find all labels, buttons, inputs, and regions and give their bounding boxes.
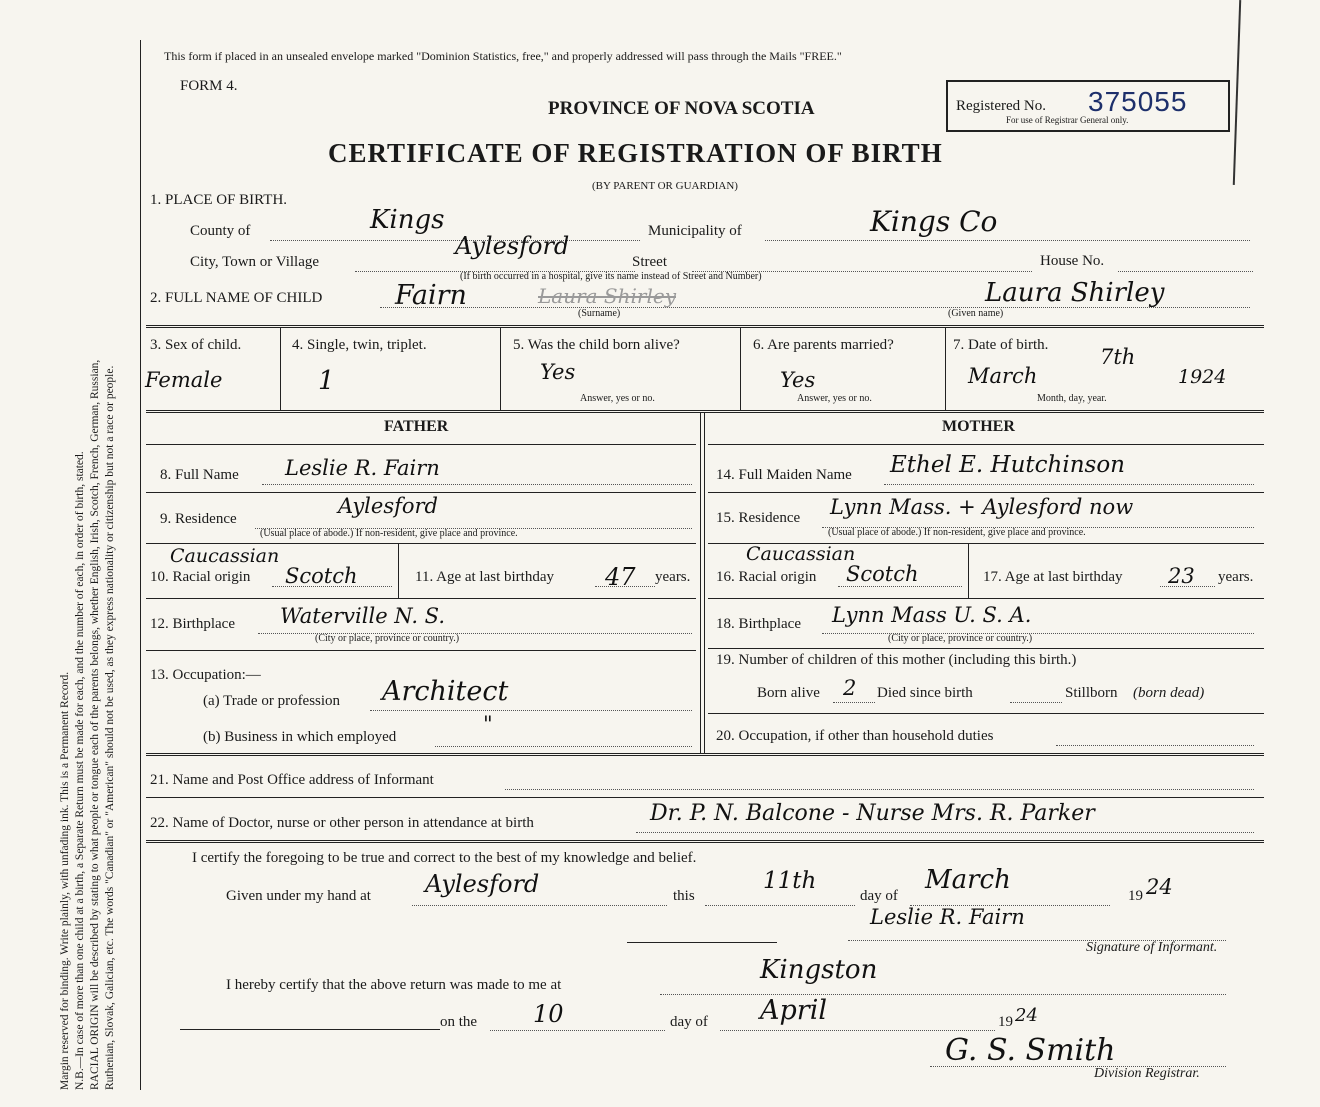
subtitle: (BY PARENT OR GUARDIAN): [592, 180, 738, 192]
attendant-label: 22. Name of Doctor, nurse or other person in attendance at birth: [150, 815, 534, 831]
mother-occupation-label: 20. Occupation, if other than household duties: [716, 728, 994, 744]
born-alive-count: 2: [843, 676, 857, 700]
province-heading: PROVINCE OF NOVA SCOTIA: [548, 98, 815, 119]
county-label: County of: [190, 223, 251, 239]
street-label: Street: [632, 254, 667, 270]
house-no-label: House No.: [1040, 253, 1105, 269]
certify-this-label: this: [673, 888, 695, 904]
pen-stroke-mark: [1233, 0, 1241, 185]
father-birthplace-label: 12. Birthplace: [150, 616, 235, 632]
certify-year: 24: [1146, 875, 1173, 899]
hospital-note: (If birth occurred in a hospital, give its name instead of Street and Number): [460, 271, 762, 282]
city-label: City, Town or Village: [190, 254, 320, 270]
mother-residence-caption: (Usual place of abode.) If non-resident, give place and province.: [828, 527, 1086, 538]
dob-month: March: [968, 364, 1038, 388]
informant-signature-caption: Signature of Informant.: [1086, 940, 1218, 955]
mother-birthplace-caption: (City or place, province or country.): [888, 633, 1033, 644]
mother-age-value: 23: [1168, 564, 1195, 588]
informant-signature: Leslie R. Fairn: [870, 905, 1025, 929]
side-note-line-4: Ruthenian, Slovak, Galician, etc. The words "Canadian" or "American" should not be used, as they express nationality or citizenship but not a race or people.: [104, 365, 116, 1090]
registrar-day: 10: [533, 1000, 564, 1028]
father-trade-value: Architect: [382, 676, 509, 707]
child-name-label: 2. FULL NAME OF CHILD: [150, 290, 323, 306]
form-number: FORM 4.: [180, 78, 238, 94]
child-surname-struck: Laura Shirley: [538, 284, 676, 308]
dob-year: 1924: [1178, 366, 1227, 388]
date-of-birth-label: 7. Date of birth.: [953, 337, 1049, 353]
father-residence-caption: (Usual place of abode.) If non-resident, give place and province.: [260, 528, 518, 539]
registrar-use-note: For use of Registrar General only.: [1006, 115, 1129, 125]
mother-children-label: 19. Number of children of this mother (including this birth.): [716, 652, 1077, 668]
registrar-year: 24: [1015, 1005, 1038, 1026]
sex-label: 3. Sex of child.: [150, 337, 242, 353]
child-surname: Fairn: [395, 280, 467, 311]
child-given-name: Laura Shirley: [985, 278, 1165, 308]
plurality-label: 4. Single, twin, triplet.: [292, 337, 427, 353]
mother-race-value: Scotch: [846, 562, 919, 586]
father-residence-label: 9. Residence: [160, 511, 237, 527]
mother-age-label: 17. Age at last birthday: [983, 569, 1123, 585]
registrar-place: Kingston: [760, 955, 878, 985]
certify-day: 11th: [763, 868, 817, 894]
city-value: Aylesford: [455, 232, 570, 260]
father-age-years: years.: [655, 569, 691, 585]
mother-residence-value: Lynn Mass. + Aylesford now: [830, 495, 1134, 519]
certify-text: I certify the foregoing to be true and correct to the best of my knowledge and belief.: [192, 850, 697, 866]
father-name-label: 8. Full Name: [160, 467, 239, 483]
father-residence-value: Aylesford: [338, 494, 438, 518]
county-value: Kings: [370, 205, 445, 235]
side-note-line-2: N.B.—In case of more than one child at a birth, a Separate Return must be made for each, and the number of each, in order of birth, stated.: [74, 451, 86, 1090]
born-alive-label: 5. Was the child born alive?: [513, 337, 680, 353]
municipality-value: Kings Co: [870, 205, 998, 238]
registrar-month: April: [760, 995, 827, 1026]
born-alive-caption: Answer, yes or no.: [580, 393, 655, 404]
father-heading: FATHER: [384, 418, 449, 435]
dob-caption: Month, day, year.: [1037, 393, 1107, 404]
registrar-caption: Division Registrar.: [1094, 1066, 1200, 1081]
registrar-signature: G. S. Smith: [945, 1033, 1116, 1068]
died-since-birth-label: Died since birth: [877, 685, 973, 701]
registrar-day-of-label: day of: [670, 1014, 708, 1030]
dob-day: 7th: [1100, 345, 1136, 369]
mother-birthplace-value: Lynn Mass U. S. A.: [832, 603, 1032, 627]
parents-married-label: 6. Are parents married?: [753, 337, 894, 353]
father-business-value: ": [483, 712, 493, 736]
side-note-line-1: Margin reserved for binding. Write plainly, with unfading ink. This is a Permanent Record.: [59, 671, 71, 1090]
margin-rule: [140, 40, 141, 1090]
municipality-label: Municipality of: [648, 223, 742, 239]
mother-race-label: 16. Racial origin: [716, 569, 817, 585]
mother-age-years: years.: [1218, 569, 1254, 585]
father-race-value: Scotch: [285, 564, 358, 588]
father-birthplace-caption: (City or place, province or country.): [315, 633, 460, 644]
father-trade-label: (a) Trade or profession: [203, 693, 341, 709]
registrar-year-prefix: 19: [998, 1014, 1013, 1030]
father-name-value: Leslie R. Fairn: [285, 456, 440, 480]
father-race-label: 10. Racial origin: [150, 569, 251, 585]
mother-race-top: Caucassian: [746, 543, 856, 565]
place-of-birth-label: 1. PLACE OF BIRTH.: [150, 192, 288, 208]
stillborn-label: Stillborn: [1065, 685, 1118, 701]
father-birthplace-value: Waterville N. S.: [280, 604, 445, 628]
given-name-caption: (Given name): [948, 308, 1004, 319]
parents-married-value: Yes: [780, 368, 816, 392]
mother-name-value: Ethel E. Hutchinson: [890, 452, 1125, 478]
mother-birthplace-label: 18. Birthplace: [716, 616, 801, 632]
father-business-label: (b) Business in which employed: [203, 729, 397, 745]
mother-residence-label: 15. Residence: [716, 510, 801, 526]
father-age-label: 11. Age at last birthday: [415, 569, 554, 585]
mother-name-label: 14. Full Maiden Name: [716, 467, 852, 483]
side-note-line-3: RACIAL ORIGIN will be described by stating to what people or tongue each of the parents belongs, whether English, Irish, Scotch, French, German, Russian,: [89, 359, 101, 1090]
mother-heading: MOTHER: [942, 418, 1015, 435]
father-race-top: Caucassian: [170, 545, 280, 567]
registered-label: Registered No.: [956, 98, 1046, 114]
certify-day-of-label: day of: [860, 888, 898, 904]
plurality-value: 1: [318, 366, 335, 396]
registrar-on-label: on the: [440, 1014, 478, 1030]
born-alive-value: Yes: [540, 360, 576, 384]
sex-value: Female: [145, 368, 223, 392]
informant-label: 21. Name and Post Office address of Informant: [150, 772, 434, 788]
side-instructions: [58, 40, 118, 1090]
registrar-text: I hereby certify that the above return was made to me at: [226, 977, 562, 993]
registration-box: [946, 80, 1230, 132]
stillborn-caption: (born dead): [1133, 685, 1205, 701]
certify-year-prefix: 19: [1128, 888, 1143, 904]
attendant-value: Dr. P. N. Balcone - Nurse Mrs. R. Parker: [650, 801, 1095, 826]
father-age-value: 47: [605, 563, 636, 591]
given-under-label: Given under my hand at: [226, 888, 371, 904]
surname-caption: (Surname): [578, 308, 621, 319]
certify-place: Aylesford: [425, 870, 540, 898]
certify-month: March: [925, 865, 1011, 895]
mail-notice: This form if placed in an unsealed envelope marked "Dominion Statistics, free," and properly addressed will pass through the Mails "FREE.": [164, 49, 842, 63]
parents-married-caption: Answer, yes or no.: [797, 393, 872, 404]
registered-number: 375055: [1088, 86, 1188, 117]
father-occupation-label: 13. Occupation:—: [150, 667, 261, 683]
page-title: CERTIFICATE OF REGISTRATION OF BIRTH: [328, 138, 943, 168]
born-alive-count-label: Born alive: [757, 685, 820, 701]
